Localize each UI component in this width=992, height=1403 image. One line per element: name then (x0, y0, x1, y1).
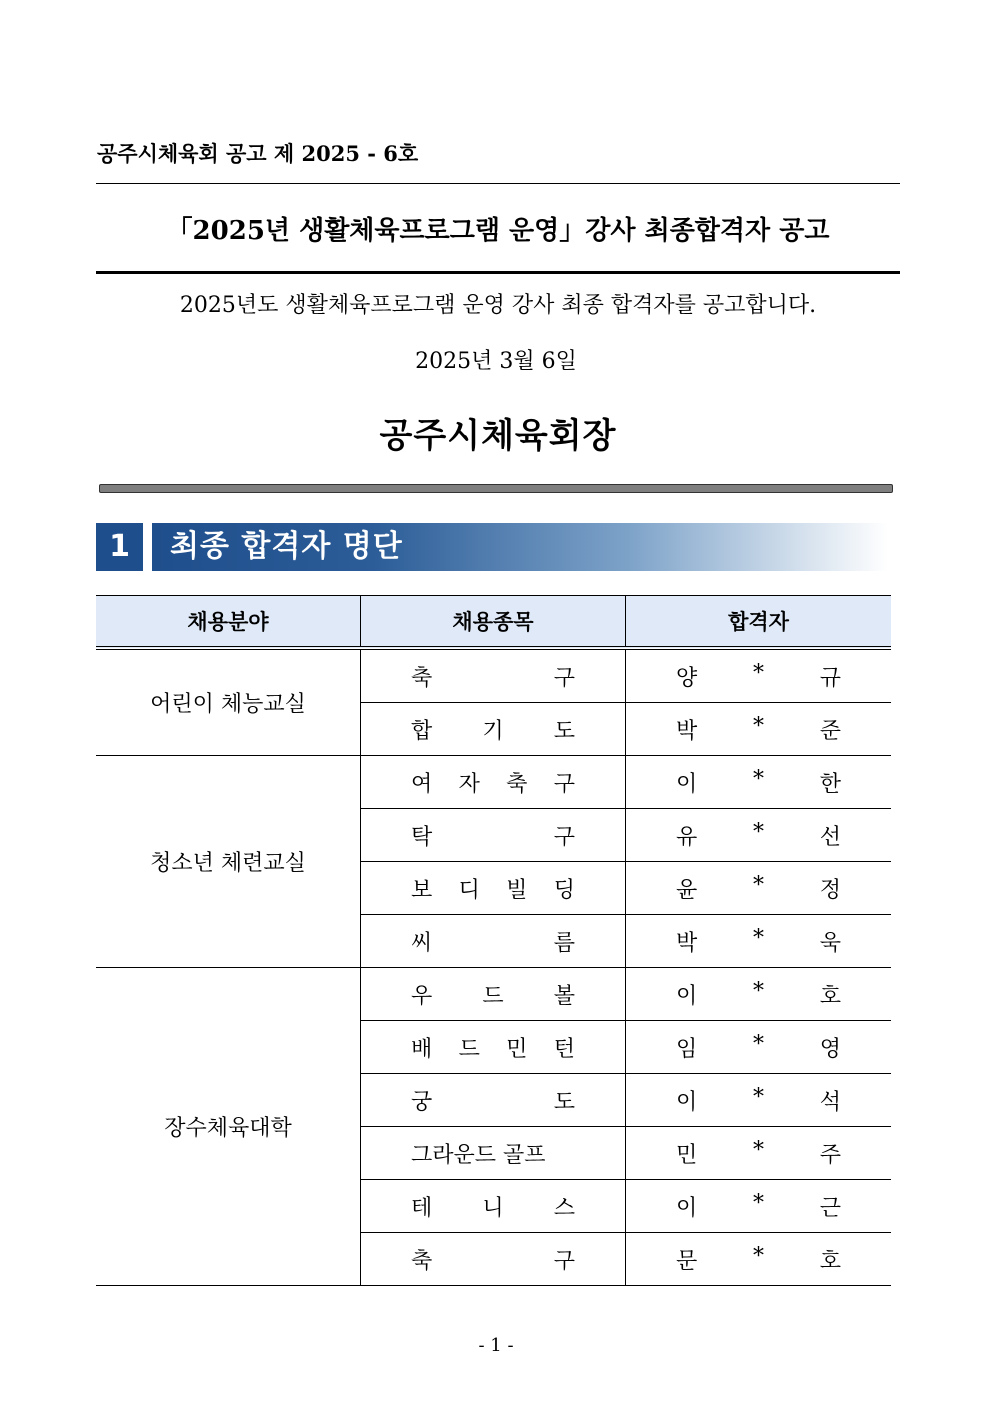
event-char: 합 (411, 718, 433, 744)
candidate-char: 한 (819, 771, 841, 797)
event-char: 축 (506, 771, 528, 797)
candidate-char: 준 (819, 718, 841, 744)
event-char: 턴 (553, 1036, 575, 1062)
event-char: 구 (553, 771, 575, 797)
event-char: 도 (553, 718, 575, 744)
event-char: 스 (553, 1195, 575, 1221)
event-char: 기 (482, 718, 504, 744)
candidate-char: * (753, 660, 764, 686)
final-candidates-table (96, 595, 891, 1286)
candidate-char: 이 (676, 1089, 698, 1115)
section-number: 1 (96, 523, 143, 571)
candidate-char: 유 (676, 824, 698, 850)
candidate-cell (626, 756, 892, 809)
table-row (96, 968, 891, 1021)
event-char: 축 (411, 1248, 433, 1274)
candidate-char: 이 (676, 1195, 698, 1221)
title-divider (96, 271, 900, 274)
table-header-row (96, 596, 891, 649)
event-cell (361, 968, 626, 1021)
event-char: 탁 (411, 824, 433, 850)
candidate-char: * (753, 1084, 764, 1110)
candidate-char: 임 (676, 1036, 698, 1062)
candidate-cell (626, 703, 892, 756)
candidate-cell (626, 968, 892, 1021)
event-cell (361, 1180, 626, 1233)
event-char: 민 (506, 1036, 528, 1062)
candidate-char: 이 (676, 771, 698, 797)
event-char: 여 (411, 771, 433, 797)
candidate-char: 근 (819, 1195, 841, 1221)
document-title: 「2025년 생활체육프로그램 운영」강사 최종합격자 공고 (166, 216, 830, 246)
event-char: 그라운드 골프 (411, 1142, 546, 1168)
candidate-char: 이 (676, 983, 698, 1009)
event-char: 구 (553, 665, 575, 691)
event-cell (361, 1233, 626, 1286)
event-char: 궁 (411, 1089, 433, 1115)
event-char: 딩 (553, 877, 575, 903)
candidate-char: 정 (819, 877, 841, 903)
event-char: 니 (482, 1195, 504, 1221)
event-char: 드 (458, 1036, 480, 1062)
candidate-char: * (753, 713, 764, 739)
candidate-char: 선 (819, 824, 841, 850)
candidate-char: 욱 (819, 930, 841, 956)
candidate-char: 민 (676, 1142, 698, 1168)
candidate-char: 주 (819, 1142, 841, 1168)
candidate-cell (626, 809, 892, 862)
candidate-cell (626, 915, 892, 968)
signer-name: 공주시체육회장 (379, 416, 617, 456)
candidate-char: 양 (676, 665, 698, 691)
candidate-char: * (753, 1190, 764, 1216)
table-row (96, 756, 891, 809)
event-cell (361, 1021, 626, 1074)
event-char: 빌 (506, 877, 528, 903)
candidate-cell (626, 1180, 892, 1233)
event-cell (361, 648, 626, 703)
event-char: 디 (458, 877, 480, 903)
candidate-char: * (753, 766, 764, 792)
section-divider-bar (99, 484, 893, 493)
event-char: 테 (411, 1195, 433, 1221)
event-char: 구 (553, 824, 575, 850)
candidate-char: 박 (676, 930, 698, 956)
table-row (96, 648, 891, 703)
page-number: - 1 - (478, 1335, 514, 1356)
section-title: 최종 합격자 명단 (152, 523, 888, 571)
event-char: 우 (411, 983, 433, 1009)
event-cell (361, 862, 626, 915)
candidate-char: 규 (819, 665, 841, 691)
event-char: 구 (553, 1248, 575, 1274)
candidate-char: * (753, 872, 764, 898)
announcement-text: 2025년도 생활체육프로그램 운영 강사 최종 합격자를 공고합니다. (179, 293, 817, 318)
field-cell: 청소년 체련교실 (96, 756, 361, 968)
event-cell (361, 1074, 626, 1127)
candidate-char: * (753, 1031, 764, 1057)
event-char: 름 (553, 930, 575, 956)
event-char: 보 (411, 877, 433, 903)
notice-number: 공주시체육회 공고 제 2025 - 6호 (97, 141, 419, 166)
header-candidate: 합격자 (626, 596, 892, 649)
event-cell (361, 756, 626, 809)
event-cell (361, 1127, 626, 1180)
event-char: 볼 (553, 983, 575, 1009)
candidate-char: 박 (676, 718, 698, 744)
field-cell: 어린이 체능교실 (96, 648, 361, 756)
candidate-cell (626, 1074, 892, 1127)
candidate-char: 영 (819, 1036, 841, 1062)
candidate-char: 호 (819, 983, 841, 1009)
announcement-date: 2025년 3월 6일 (415, 349, 577, 374)
candidate-char: * (753, 819, 764, 845)
event-char: 드 (482, 983, 504, 1009)
candidate-char: * (753, 925, 764, 951)
candidate-cell (626, 862, 892, 915)
candidate-char: * (753, 1243, 764, 1269)
event-char: 씨 (411, 930, 433, 956)
header-divider (96, 183, 900, 184)
event-cell (361, 915, 626, 968)
candidate-cell (626, 1127, 892, 1180)
event-char: 자 (458, 771, 480, 797)
candidate-char: * (753, 1137, 764, 1163)
candidate-cell (626, 1021, 892, 1074)
event-char: 배 (411, 1036, 433, 1062)
candidate-char: 문 (676, 1248, 698, 1274)
header-field: 채용분야 (96, 596, 361, 649)
candidate-cell (626, 648, 892, 703)
candidate-cell (626, 1233, 892, 1286)
candidate-char: * (753, 978, 764, 1004)
event-char: 축 (411, 665, 433, 691)
event-cell (361, 809, 626, 862)
event-cell (361, 703, 626, 756)
candidate-char: 석 (819, 1089, 841, 1115)
field-cell: 장수체육대학 (96, 968, 361, 1286)
header-event: 채용종목 (361, 596, 626, 649)
candidate-char: 윤 (676, 877, 698, 903)
candidate-char: 호 (819, 1248, 841, 1274)
event-char: 도 (553, 1089, 575, 1115)
